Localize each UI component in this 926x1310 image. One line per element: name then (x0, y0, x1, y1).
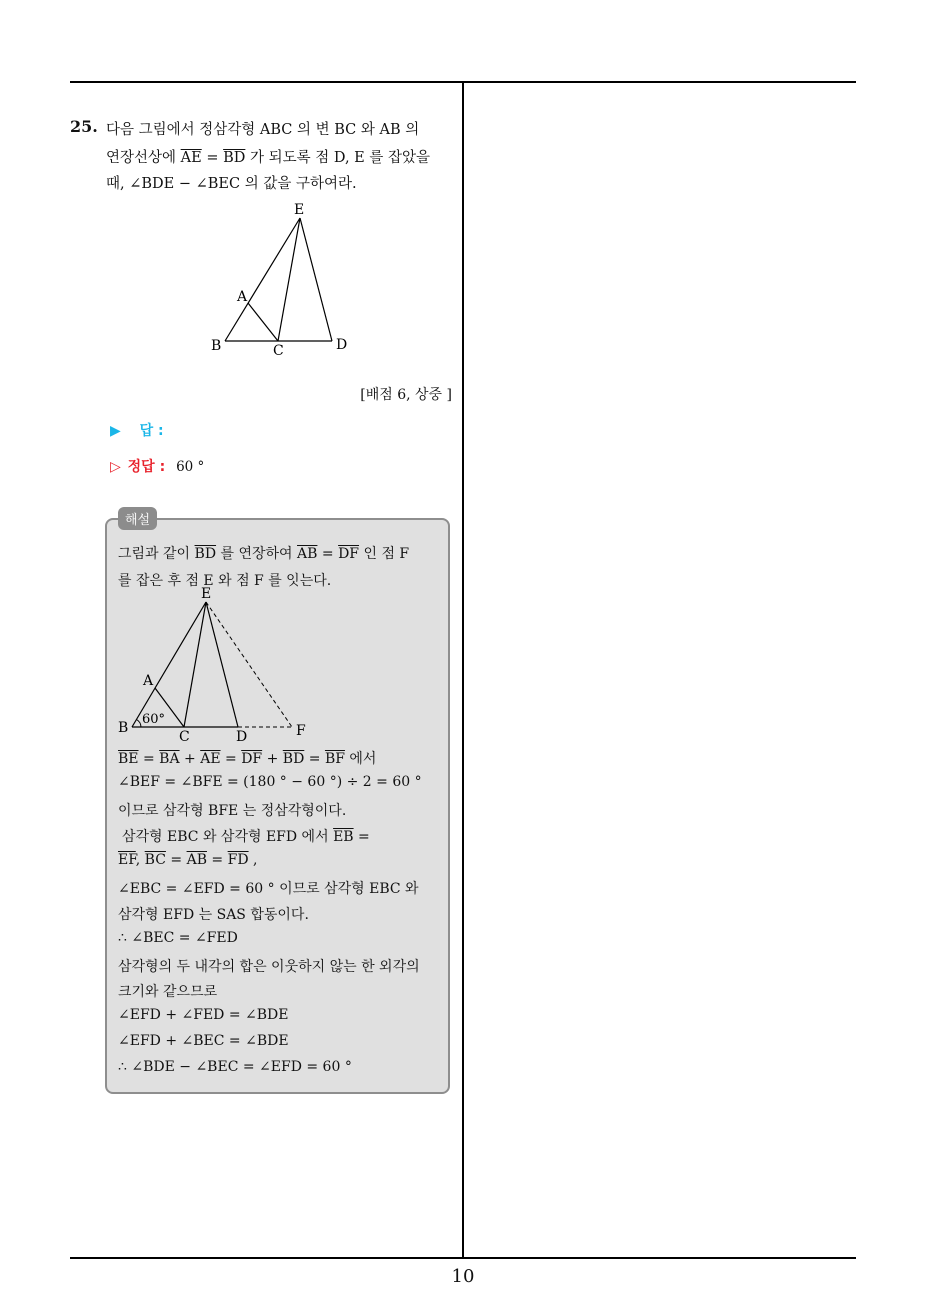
solution-eq-10: 크기와 같으므로 (118, 984, 218, 1000)
angle-label: 60° (142, 712, 166, 727)
label-E: E (294, 202, 305, 218)
bottom-rule (70, 1257, 856, 1259)
sol-label-D: D (236, 729, 248, 745)
triangle-figure (200, 196, 360, 361)
points-label: [배점 6, 상중 ] (360, 387, 452, 403)
solution-eq-11: ∠EFD + ∠FED = ∠BDE (118, 1007, 289, 1023)
correct-answer-label: 정답 : (127, 459, 166, 475)
label-C: C (273, 343, 284, 359)
solution-intro-2: 를 잡은 후 점 E 와 점 F 를 잇는다. (118, 573, 332, 589)
solution-eq-12: ∠EFD + ∠BEC = ∠BDE (118, 1033, 289, 1049)
sol-label-C: C (179, 729, 190, 745)
question-line-1: 다음 그림에서 정삼각형 ABC 의 변 BC 와 AB 의 (106, 122, 420, 138)
sol-label-B: B (118, 720, 129, 736)
sol-label-F: F (296, 723, 306, 739)
solution-eq-8: ∴ ∠BEC = ∠FED (118, 930, 238, 946)
play-icon: ▶ (110, 423, 121, 439)
correct-answer-row (110, 456, 204, 476)
sol-label-A: A (143, 673, 154, 689)
solution-eq-6: ∠EBC = ∠EFD = 60 ° 이므로 삼각형 EBC 와 (118, 881, 419, 897)
solution-eq-13: ∴ ∠BDE − ∠BEC = ∠EFD = 60 ° (118, 1059, 352, 1075)
solution-eq-5: $\overline{EF}$, $\overline{BC} = \overline{AB} = \overline{FD}$ , (118, 852, 258, 868)
question-line-2: 연장선상에 $\overline{AE} = \overline{BD}$ 가 되도록 점 D, E 를 잡았을 (106, 150, 431, 166)
sol-label-E: E (201, 586, 212, 602)
solution-eq-7: 삼각형 EFD 는 SAS 합동이다. (118, 907, 309, 923)
solution-intro-1: 그림과 같이 $\overline{BD}$ 를 연장하여 $\overline{AB} = \overline{DF}$ 인 점 F (118, 546, 410, 562)
outline-play-icon: ▷ (110, 459, 121, 475)
correct-answer-value: 60 ° (176, 459, 205, 475)
answer-label: 답 : (139, 423, 164, 439)
solution-eq-4: 삼각형 EBC 와 삼각형 EFD 에서 $\overline{EB}$ = (122, 829, 370, 845)
solution-eq-3: 이므로 삼각형 BFE 는 정삼각형이다. (118, 803, 347, 819)
page-number: 10 (451, 1266, 475, 1287)
question-number: 25. (70, 117, 98, 136)
label-B: B (211, 338, 222, 354)
question-line-3: 때, ∠BDE − ∠BEC 의 값을 구하여라. (106, 176, 357, 192)
solution-eq-9: 삼각형의 두 내각의 합은 이웃하지 않는 한 외각의 (118, 959, 420, 975)
label-D: D (336, 337, 348, 353)
label-A: A (237, 289, 248, 305)
solution-figure (112, 584, 322, 746)
solution-eq-2: ∠BEF = ∠BFE = (180 ° − 60 °) ÷ 2 = 60 ° (118, 774, 422, 790)
column-divider (462, 82, 464, 1258)
solution-eq-1: $\overline{BE} = \overline{BA} + \overline{AE} = \overline{DF} + \overline{BD} = \overline{BF}$ 에서 (118, 751, 377, 767)
answer-row (110, 420, 164, 440)
solution-tab: 해설 (118, 507, 157, 530)
